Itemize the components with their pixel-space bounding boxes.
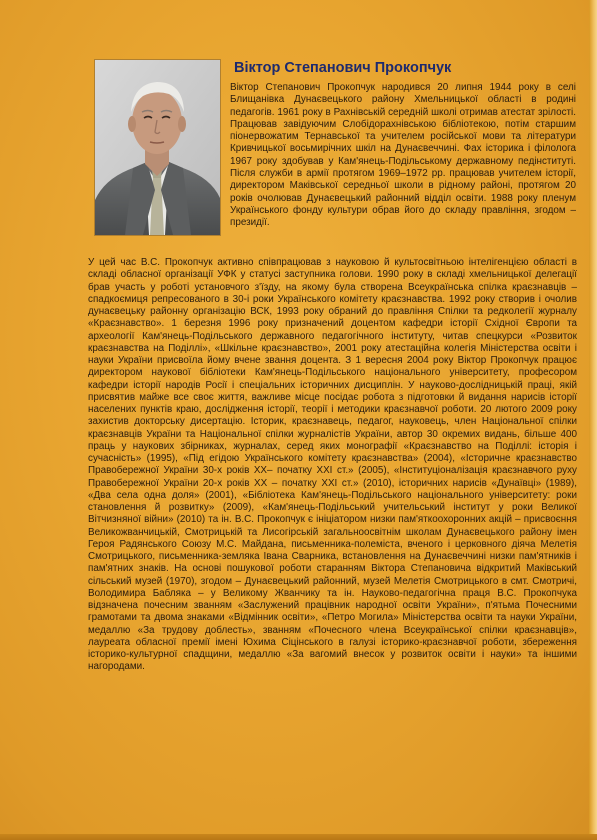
bio-main-paragraph: У цей час В.С. Прокопчук активно співпрацював з науковою й культосвітньою інтелігенцією області в складі обласної організації УФК у статусі заступника голови. 1990 року в складі хмельницької делегації брав участь у роботі установчого з'їзду, на якому була створена Всеукраїнська спілка краєзнавців – спадкоємиця репресованого в 30-і роки Українського комітету краєзнавства. 1992 року створив і очолив дунаєвецьку районну організацію ВСК, 1993 року обраний до правління Спілки та редколегії журналу «Краєзнавство». 1 березня 1996 року призначений доцентом кафедри історії Східної Європи та археології Кам'янець-Подільського державного педагогічного інституту, читав спецкурси «Розвиток краєзнавства на Поділлі», «Шкільне краєзнавство», 2001 року атестаційна колегія Міністерства освіти і науки України присвоїла йому вчене звання доцента. З 1 вересня 2004 року Віктор Прокопчук працює директором наукової бібліотеки Кам'янець-Подільського національного університету, професором кафедри історії народів Росії і спеціальних історичних дисциплін. У науково-дослідницькій праці, якій присвятив майже все своє життя, важливе місце посідає робота з підготовки й видання нарисів історії населених пунктів краю, дослідження історії, теорії і методики краєзнавчої роботи. 20 лютого 2009 року захистив докторську дисертацію. Історик, краєзнавець, педагог, науковець, член Національної спілки краєзнавців України та Національної спілки журналістів України, автор 30 окремих видань, більше 400 праць у наукових збірниках, журналах, серед яких монографії «Краєзнавство на Поділлі: історія і сучасність» (1995), «Під егідою Українського комітету краєзнавства» (2004), «Історичне краєзнавство Правобережної України 30-х років XX– початку XXI ст.» (2005), «Інституціоналізація краєзнавчого руху Правобережної України 20-х років XX – початку XXI ст.» (2010), історичних нарисів «Дунаївці» (1989), «Два села одна доля» (2001), «Бібліотека Кам'янець-Подільського національного університету: роки становлення й розвитку» (2009), «Кам'янець-Подільський учительський інститут у роки Великої Вітчизняної війни» (2010) та ін. В.С. Прокопчук є ініціатором низки пам'яткоохоронних акцій – присвоєння Великожванчицькій, Смотрицькій та Лисогірській загальноосвітнім школам Дунаєвецького району імен Героя Радянського Союзу М.С. Майдана, письменника-полеміста, вченого і церковного діяча Мелетія Смотрицького, письменника-земляка Івана Сварника, встановлення на Дунаєвеччині низки пам'ятників і пам'ятних знаків. На основі пошукової роботи старанням Віктора Степановича відкритий Маківський сільський музей (1970), згодом – Дунаєвецький районний, музей Мелетія Смотрицького в смт. Смотричі, Володимира Бабляка – у Великому Жванчику та ін. Науково-педагогічна праця В.С. Прокопчука відзначена почесним званням «Заслужений працівник народної освіти України», п'ятьма Почесними грамотами та двома знаками «Відмінник освіти», «Петро Могила» Міністерства освіти та науки України, медаллю «За трудову доблесть», званням «Почесного члена Всеукраїнської спілки краєзнавців», лауреата обласної премії імені Юхима Сіцінського в галузі історико-краєзнавчої роботи, збереження історико-культурної спадщини, медаллю «За вагомий внесок у розвиток освіти і науки» та іншими нагородами. [88, 257, 577, 673]
book-edge-bottom [0, 834, 597, 840]
author-portrait-photo [94, 59, 221, 236]
bio-main-text [88, 257, 577, 674]
bio-intro-paragraph: Віктор Степанович Прокопчук народився 20 липня 1944 року в селі Блищанівка Дунаєвецького району Хмельницької області в родині педагогів. 1961 року в Рахнівській середній школі отримав атестат зрілості. Працював завідуючим Слобідорахнівською бібліотекою, потім старшим піонервожатим Тернавської та учителем російської мови та літератури Кривчицької восьмирічних шкіл на Дунаєвеччині. Фах історика і філолога 1967 року здобував у Кам'янець-Подільському державному педінституті. Після служби в армії протягом 1969–1972 рр. працював учителем історії, директором Маківської середньої школи в рідному районі, протягом 20 років очолював Дунаєвецький районний відділ освіти. 1988 року пленум Українського фонду культури обрав його до складу правління, згодом – президії. [230, 82, 576, 229]
book-edge-right [589, 0, 597, 840]
author-name-heading: Віктор Степанович Прокопчук [234, 60, 452, 76]
